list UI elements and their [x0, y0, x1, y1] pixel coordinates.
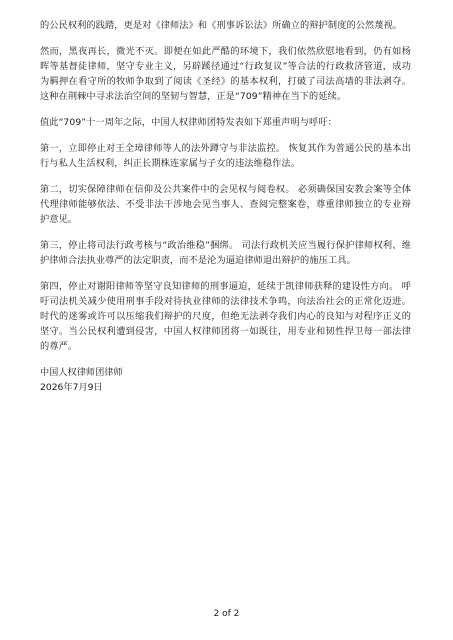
- paragraph-continuation: 的公民权利的践踏，更是对《律师法》和《刑事诉讼法》所确立的辩护制度的公然蔑视。: [40, 20, 403, 31]
- paragraph-demand-3: 第三，停止将司法行政考核与“政治维稳”捆绑。 司法行政机关应当履行保护律师权利、维护律师合法执业尊严的法定职责，而不是沦为逼迫律师退出辩护的施压工具。: [40, 240, 411, 266]
- paragraph-demand-4: 第四，停止对谢阳律师等坚守良知律师的刑事逼迫，延续于凯律师获释的建设性方向。 呼吁司法机关减少使用刑事手段对待执业律师的法律技术争鸣，向法治社会的正常化迈进。时代的迷雾或许可以压缩我们辩护的尺度，但绝无法剥夺我们内心的良知与对程序正义的坚守。当公民权利遭到侵害，中国人权律师团将一如既往，用专业和韧性捍卫每一部法律的尊严。: [40, 281, 411, 352]
- signature-org: 中国人权律师团律师: [40, 367, 123, 378]
- page-number: 2 of 2: [213, 609, 240, 619]
- signature-block: [40, 365, 411, 395]
- signature-date: 2026年7月9日: [40, 382, 103, 393]
- paragraph-declaration-intro: 值此“709”十一周年之际，中国人权律师团特发表如下郑重声明与呼吁：: [40, 117, 337, 128]
- paragraph-demand-1: 第一，立即停止对王全璋律师等人的法外蹲守与非法监控。 恢复其作为普通公民的基本出行与私人生活权利，纠正长期株连家属与子女的违法维稳作法。: [40, 143, 411, 169]
- paragraph-context: 然而，黑夜再长，微光不灭。即便在如此严酷的环境下，我们依然欣慰地看到，仍有如杨晖等基督徒律师，坚守专业主义，另辟蹊径通过“行政复议”等合法的行政救济管道，成功为羁押在看守所的牧师争取到了阅读《圣经》的基本权利，打破了司法高墙的非法剥夺。这种在荆棘中寻求法治空间的坚韧与智慧，正是“709”精神在当下的延续。: [40, 46, 411, 102]
- paragraph-demand-2: 第二，切实保障律师在信仰及公共案件中的会见权与阅卷权。 必须确保国安教会案等全体代理律师能够依法、不受非法干涉地会见当事人、查阅完整案卷，尊重律师独立的专业辩护意见。: [40, 184, 411, 225]
